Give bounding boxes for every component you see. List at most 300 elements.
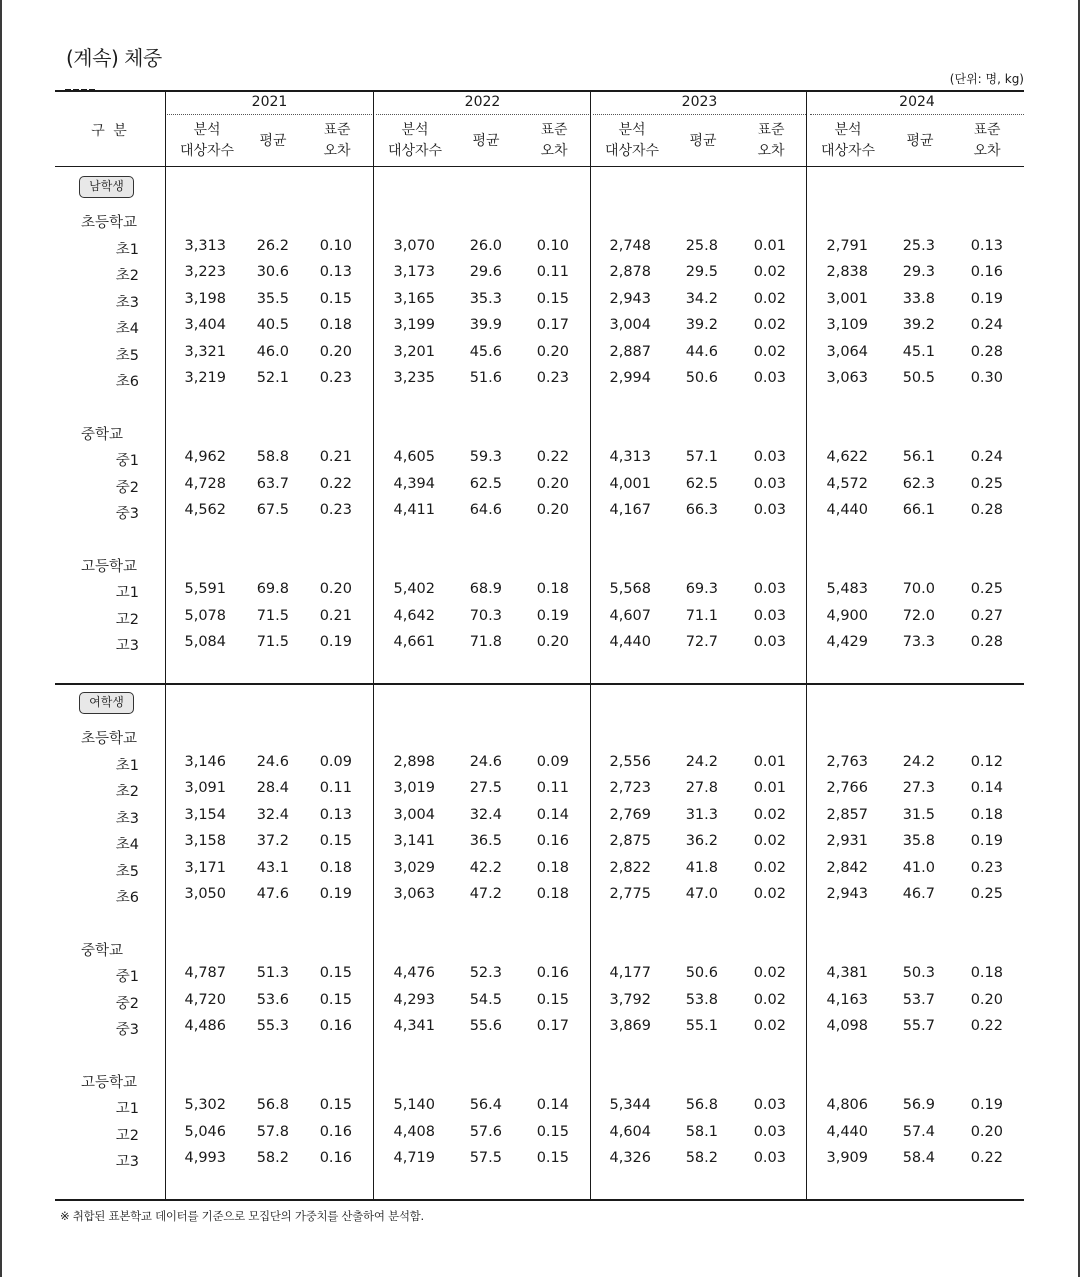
mean-cell: 69.8 [256,581,289,597]
mean-cell: 33.8 [902,290,935,307]
mean-cell: 24.6 [256,753,289,770]
mean-cell: 51.3 [256,965,289,981]
table-row [55,581,1024,603]
mean-cell: 57.8 [256,1123,289,1140]
mean-cell: 35.5 [256,290,289,307]
table-bottom-rule [55,1199,1024,1201]
count-cell: 4,562 [184,502,226,518]
count-cell: 4,440 [826,502,868,518]
se-cell: 0.20 [970,1123,1003,1140]
count-cell: 3,064 [826,343,868,360]
grade-label: 초5 [115,863,139,880]
se-cell: 0.21 [319,449,352,465]
count-cell: 2,769 [609,806,651,823]
count-cell: 2,556 [609,753,651,770]
mean-cell: 55.7 [902,1018,935,1034]
se-cell: 0.20 [536,475,569,492]
se-cell: 0.11 [319,780,352,796]
year-header: 2022 [464,94,501,110]
se-cell: 0.02 [753,965,786,981]
se-cell: 0.24 [970,449,1003,465]
count-cell: 3,321 [184,343,226,360]
school-level-label: 중학교 [81,942,124,959]
grade-label: 초3 [115,810,139,827]
count-cell: 2,766 [826,780,868,796]
table-row [55,238,1024,260]
mean-cell: 72.0 [902,607,935,624]
mean-cell: 26.2 [256,237,289,254]
count-cell: 4,476 [393,965,435,981]
se-cell: 0.24 [970,317,1003,333]
mean-cell: 62.5 [469,475,502,492]
se-cell: 0.03 [753,1150,786,1166]
se-cell: 0.03 [753,370,786,386]
count-cell: 5,046 [184,1123,226,1140]
se-cell: 0.11 [536,780,569,796]
count-cell: 4,440 [609,634,651,650]
se-cell: 0.10 [536,237,569,254]
school-level-label: 초등학교 [81,215,138,231]
mean-cell: 28.4 [256,780,289,796]
mean-cell: 45.1 [902,343,935,360]
mean-cell: 31.5 [902,806,935,823]
mean-cell: 58.1 [685,1123,718,1140]
count-cell: 4,719 [393,1150,435,1166]
se-cell: 0.23 [319,502,352,518]
table-row [55,608,1024,630]
table-row [55,1097,1024,1119]
se-cell: 0.21 [319,607,352,624]
mean-cell: 44.6 [685,343,718,360]
count-cell: 3,201 [393,343,435,360]
table-row [55,1018,1024,1040]
mean-cell: 50.3 [902,965,935,981]
mean-cell: 57.5 [469,1150,502,1166]
count-cell: 4,604 [609,1123,651,1140]
header-se: 표준 오차 [973,122,1001,159]
count-cell: 5,302 [184,1097,226,1113]
count-cell: 4,622 [826,449,868,465]
count-cell: 2,943 [826,886,868,902]
count-cell: 5,344 [609,1097,651,1113]
bottom-tick-marks [65,1199,95,1201]
se-cell: 0.11 [536,264,569,280]
count-cell: 3,029 [393,859,435,876]
se-cell: 0.03 [753,449,786,465]
mean-cell: 29.5 [685,264,718,280]
table-row [55,807,1024,829]
count-cell: 2,994 [609,370,651,386]
page-title: (계속) 체중 [66,46,162,70]
se-cell: 0.23 [970,859,1003,876]
mean-cell: 35.8 [902,833,935,849]
se-cell: 0.18 [970,965,1003,981]
se-cell: 0.10 [319,237,352,254]
count-cell: 5,483 [826,581,868,597]
count-cell: 2,822 [609,859,651,876]
mean-cell: 71.5 [256,607,289,624]
mean-cell: 36.2 [685,833,718,849]
se-cell: 0.13 [319,806,352,823]
se-cell: 0.25 [970,581,1003,597]
se-cell: 0.15 [319,290,352,307]
count-cell: 3,019 [393,780,435,796]
se-cell: 0.14 [970,780,1003,796]
count-cell: 3,063 [826,370,868,386]
count-cell: 2,943 [609,290,651,307]
count-cell: 3,146 [184,753,226,770]
mean-cell: 67.5 [256,502,289,518]
page-edge-left [0,0,2,1277]
mean-cell: 25.8 [685,237,718,254]
se-cell: 0.28 [970,634,1003,650]
table-row [55,833,1024,855]
grade-label: 초4 [115,321,139,337]
se-cell: 0.28 [970,343,1003,360]
se-cell: 0.18 [536,859,569,876]
table-row [55,886,1024,908]
grade-label: 초2 [115,268,139,284]
se-cell: 0.02 [753,833,786,849]
grade-label: 중2 [115,479,139,496]
se-cell: 0.01 [753,753,786,770]
count-cell: 4,440 [826,1123,868,1140]
table-row [55,476,1024,498]
se-cell: 0.02 [753,343,786,360]
se-cell: 0.17 [536,317,569,333]
mean-cell: 53.6 [256,991,289,1008]
year-header: 2021 [251,94,288,110]
table-row [55,291,1024,313]
table-row [55,449,1024,471]
se-cell: 0.14 [536,806,569,823]
mean-cell: 68.9 [469,581,502,597]
count-cell: 4,001 [609,475,651,492]
mean-cell: 58.4 [902,1150,935,1166]
year-header: 2023 [681,94,718,110]
mean-cell: 54.5 [469,991,502,1008]
mean-cell: 71.1 [685,607,718,624]
count-cell: 4,486 [184,1018,226,1034]
se-cell: 0.02 [753,290,786,307]
count-cell: 3,313 [184,237,226,254]
table-row [55,965,1024,987]
se-cell: 0.20 [536,343,569,360]
count-cell: 3,792 [609,991,651,1008]
header-mean: 평균 [689,133,717,149]
school-level-label: 고등학교 [81,558,138,575]
mean-cell: 39.9 [469,317,502,333]
grade-label: 고2 [115,1127,139,1144]
count-cell: 4,098 [826,1018,868,1034]
count-cell: 2,857 [826,806,868,823]
count-cell: 2,838 [826,264,868,280]
count-cell: 4,661 [393,634,435,650]
count-cell: 2,875 [609,833,651,849]
count-cell: 4,642 [393,607,435,624]
se-cell: 0.01 [753,780,786,796]
se-cell: 0.16 [536,965,569,981]
count-cell: 2,791 [826,237,868,254]
se-cell: 0.16 [319,1123,352,1140]
mean-cell: 35.3 [469,290,502,307]
count-cell: 3,235 [393,370,435,386]
se-cell: 0.16 [970,264,1003,280]
count-cell: 3,199 [393,317,435,333]
count-cell: 3,173 [393,264,435,280]
mean-cell: 50.6 [685,965,718,981]
count-cell: 4,572 [826,475,868,492]
header-se: 표준 오차 [323,122,351,159]
se-cell: 0.15 [536,1123,569,1140]
grade-label: 고3 [115,1154,139,1170]
mean-cell: 55.3 [256,1018,289,1034]
school-level-label: 중학교 [81,426,124,443]
count-cell: 4,900 [826,607,868,624]
mean-cell: 56.8 [256,1097,289,1113]
mean-cell: 50.5 [902,370,935,386]
count-cell: 3,063 [393,886,435,902]
sex-label-badge: 여학생 [79,692,134,714]
count-cell: 2,775 [609,886,651,902]
table-row [55,502,1024,524]
mean-cell: 46.7 [902,886,935,902]
se-cell: 0.23 [319,370,352,386]
se-cell: 0.22 [970,1018,1003,1034]
mean-cell: 53.8 [685,991,718,1008]
mean-cell: 55.6 [469,1018,502,1034]
count-cell: 3,050 [184,886,226,902]
mean-cell: 47.6 [256,886,289,902]
grade-label: 초2 [115,784,139,800]
mean-cell: 30.6 [256,264,289,280]
se-cell: 0.18 [536,886,569,902]
mean-cell: 66.3 [685,502,718,518]
count-cell: 2,748 [609,237,651,254]
mean-cell: 56.4 [469,1097,502,1113]
count-cell: 4,167 [609,502,651,518]
count-cell: 3,869 [609,1018,651,1034]
mean-cell: 26.0 [469,237,502,254]
se-cell: 0.19 [536,607,569,624]
se-cell: 0.15 [319,965,352,981]
mean-cell: 29.3 [902,264,935,280]
mean-cell: 72.7 [685,634,718,650]
se-cell: 0.13 [970,237,1003,254]
count-cell: 4,962 [184,449,226,465]
mean-cell: 39.2 [685,317,718,333]
count-cell: 3,001 [826,290,868,307]
table-row [55,344,1024,366]
count-cell: 5,084 [184,634,226,650]
mean-cell: 47.0 [685,886,718,902]
count-cell: 2,898 [393,753,435,770]
school-level-label: 초등학교 [81,731,138,747]
count-cell: 3,165 [393,290,435,307]
unit-label: (단위: 명, kg) [949,72,1024,86]
se-cell: 0.19 [319,886,352,902]
count-cell: 4,381 [826,965,868,981]
se-cell: 0.14 [536,1097,569,1113]
count-cell: 3,158 [184,833,226,849]
count-cell: 4,394 [393,475,435,492]
se-cell: 0.15 [536,290,569,307]
mean-cell: 32.4 [469,806,502,823]
mean-cell: 43.1 [256,859,289,876]
count-cell: 2,878 [609,264,651,280]
mean-cell: 62.3 [902,475,935,492]
grade-label: 고1 [115,1101,139,1117]
se-cell: 0.30 [970,370,1003,386]
grade-label: 초5 [115,347,139,364]
table-row [55,780,1024,802]
se-cell: 0.15 [536,991,569,1008]
count-cell: 3,404 [184,317,226,333]
mean-cell: 52.3 [469,965,502,981]
mean-cell: 53.7 [902,991,935,1008]
mean-cell: 58.2 [256,1150,289,1166]
se-cell: 0.20 [536,634,569,650]
count-cell: 3,070 [393,237,435,254]
grade-label: 초1 [115,241,139,258]
count-cell: 4,806 [826,1097,868,1113]
mean-cell: 50.6 [685,370,718,386]
count-cell: 4,411 [393,502,435,518]
se-cell: 0.22 [970,1150,1003,1166]
se-cell: 0.18 [319,317,352,333]
weight-table [55,90,1024,1202]
table-row [55,1150,1024,1172]
mean-cell: 47.2 [469,886,502,902]
count-cell: 3,909 [826,1150,868,1166]
count-cell: 4,326 [609,1150,651,1166]
count-cell: 5,140 [393,1097,435,1113]
se-cell: 0.16 [319,1018,352,1034]
count-cell: 4,993 [184,1150,226,1166]
mean-cell: 29.6 [469,264,502,280]
sex-label-badge: 남학생 [79,176,134,198]
se-cell: 0.18 [319,859,352,876]
year-underline [167,114,372,115]
table-row [55,264,1024,286]
mean-cell: 58.8 [256,449,289,465]
count-cell: 2,931 [826,833,868,849]
school-level-label: 고등학교 [81,1074,138,1091]
count-cell: 3,223 [184,264,226,280]
se-cell: 0.22 [536,449,569,465]
se-cell: 0.15 [319,991,352,1008]
mean-cell: 37.2 [256,833,289,849]
mean-cell: 71.5 [256,634,289,650]
header-count: 분석 대상자수 [604,122,660,159]
se-cell: 0.12 [970,753,1003,770]
mean-cell: 57.6 [469,1123,502,1140]
mean-cell: 42.2 [469,859,502,876]
year-underline [593,114,806,115]
se-cell: 0.03 [753,581,786,597]
mean-cell: 32.4 [256,806,289,823]
mean-cell: 59.3 [469,449,502,465]
table-row [55,370,1024,392]
table-row [55,634,1024,656]
mean-cell: 51.6 [469,370,502,386]
mean-cell: 70.0 [902,581,935,597]
header-se: 표준 오차 [757,122,785,159]
header-mean: 평균 [472,133,500,149]
group-divider-rule [55,683,1024,685]
count-cell: 3,004 [609,317,651,333]
count-cell: 3,219 [184,370,226,386]
count-cell: 4,720 [184,991,226,1008]
grade-label: 고1 [115,585,139,601]
grade-label: 중2 [115,995,139,1012]
se-cell: 0.16 [319,1150,352,1166]
se-cell: 0.20 [319,581,352,597]
count-cell: 4,787 [184,965,226,981]
count-cell: 3,198 [184,290,226,307]
se-cell: 0.03 [753,607,786,624]
table-top-rule [55,90,1024,92]
year-underline [810,114,1024,115]
mean-cell: 62.5 [685,475,718,492]
count-cell: 3,109 [826,317,868,333]
count-cell: 5,568 [609,581,651,597]
grade-label: 초4 [115,837,139,853]
se-cell: 0.20 [536,502,569,518]
mean-cell: 56.1 [902,449,935,465]
se-cell: 0.25 [970,886,1003,902]
count-cell: 3,091 [184,780,226,796]
table-row [55,317,1024,339]
se-cell: 0.02 [753,264,786,280]
se-cell: 0.13 [319,264,352,280]
mean-cell: 40.5 [256,317,289,333]
count-cell: 4,313 [609,449,651,465]
mean-cell: 41.0 [902,859,935,876]
count-cell: 5,078 [184,607,226,624]
count-cell: 2,887 [609,343,651,360]
count-cell: 5,402 [393,581,435,597]
se-cell: 0.02 [753,806,786,823]
grade-label: 중3 [115,1022,139,1038]
se-cell: 0.15 [536,1150,569,1166]
grade-label: 중1 [115,969,139,985]
mean-cell: 64.6 [469,502,502,518]
mean-cell: 56.9 [902,1097,935,1113]
header-count: 분석 대상자수 [387,122,443,159]
se-cell: 0.09 [319,753,352,770]
count-cell: 3,004 [393,806,435,823]
count-cell: 3,154 [184,806,226,823]
grade-label: 고3 [115,638,139,654]
mean-cell: 57.4 [902,1123,935,1140]
header-mean: 평균 [259,133,287,149]
mean-cell: 71.8 [469,634,502,650]
se-cell: 0.19 [970,290,1003,307]
mean-cell: 56.8 [685,1097,718,1113]
table-row [55,754,1024,776]
mean-cell: 58.2 [685,1150,718,1166]
mean-cell: 73.3 [902,634,935,650]
se-cell: 0.15 [319,1097,352,1113]
se-cell: 0.02 [753,991,786,1008]
count-cell: 4,408 [393,1123,435,1140]
table-row [55,860,1024,882]
se-cell: 0.02 [753,317,786,333]
count-cell: 4,429 [826,634,868,650]
year-underline [376,114,589,115]
se-cell: 0.18 [536,581,569,597]
